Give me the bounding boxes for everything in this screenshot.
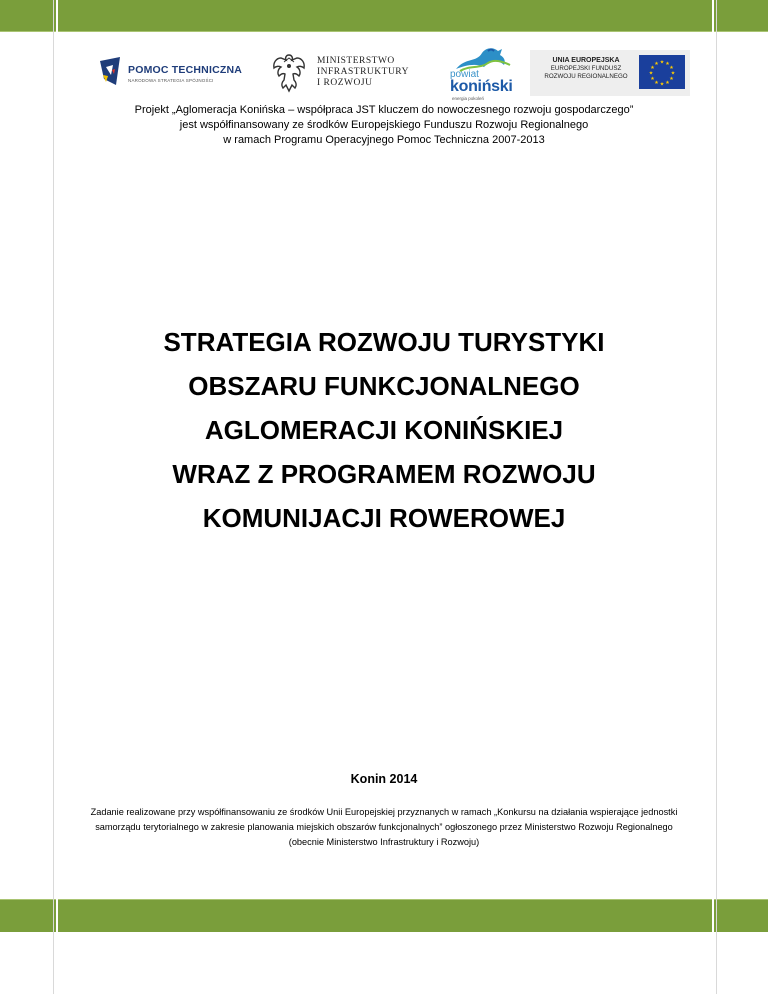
pomoc-techniczna-subtitle: NARODOWA STRATEGIA SPÓJNOŚCI [128, 78, 214, 83]
document-title [0, 320, 768, 540]
koninski-word: koniński [450, 78, 513, 95]
project-line-3: w ramach Programu Operacyjnego Pomoc Techniczna 2007-2013 [223, 134, 545, 146]
svg-text:★: ★ [648, 70, 654, 77]
ue-line3: ROZWOJU REGIONALNEGO [544, 73, 628, 80]
project-statement [0, 103, 768, 148]
svg-text:★: ★ [654, 61, 659, 67]
title-line-1: STRATEGIA ROZWOJU TURYSTYKI [163, 327, 605, 357]
svg-text:★: ★ [659, 81, 665, 88]
svg-text:★: ★ [650, 76, 655, 82]
ministerstwo-line2: INFRASTRUKTURY [317, 67, 409, 77]
pomoc-techniczna-logo [98, 55, 243, 93]
pomoc-techniczna-icon [98, 57, 122, 87]
unia-europejska-logo [530, 50, 690, 96]
ministerstwo-logo [270, 48, 430, 98]
title-line-3: AGLOMERACJI KONIŃSKIEJ [204, 415, 564, 445]
project-line-2: jest współfinansowany ze środków Europejskiego Funduszu Rozwoju Regionalnego [179, 119, 589, 131]
svg-text:★: ★ [654, 80, 659, 86]
svg-text:★: ★ [670, 70, 676, 77]
top-green-band [0, 0, 768, 32]
ue-line1: UNIA EUROPEJSKA [552, 57, 620, 64]
place-and-year: Konin 2014 [350, 772, 418, 786]
powiat-koninski-logo [440, 45, 530, 103]
eagle-emblem-icon [270, 52, 308, 94]
funding-note: Zadanie realizowane przy współfinansowaniu ze środków Unii Europejskiej przyznanych w ramach „Konkursu na działania wspierające jednostki samorządu terytorialnego w zakresie planowania miejskich obszarów funkcjonalnych” ogłoszonego przez Ministerstwo Rozwoju Regionalnego (obecnie Ministerstwo Infrastruktury i Rozwoju) [90, 807, 678, 847]
powiat-word: powiat [450, 69, 479, 80]
eu-flag-icon [639, 55, 685, 89]
ministerstwo-line3: I ROZWOJU [317, 78, 373, 88]
svg-text:★: ★ [669, 65, 674, 71]
powiat-tagline: energia pokoleń [452, 96, 485, 101]
title-line-5: KOMUNIJACJI ROWEROWEJ [202, 503, 566, 533]
ue-line2: EUROPEJSKI FUNDUSZ [550, 65, 622, 72]
bottom-green-band [0, 899, 768, 932]
logo-bar [0, 45, 768, 103]
project-line-1: Projekt „Aglomeracja Konińska – współpraca JST kluczem do nowoczesnego rozwoju gospodarczego” [134, 104, 634, 116]
ministerstwo-line1: MINISTERSTWO [317, 56, 395, 66]
svg-text:★: ★ [650, 65, 655, 71]
svg-text:★: ★ [665, 61, 670, 67]
svg-text:★: ★ [665, 80, 670, 86]
svg-text:★: ★ [669, 76, 674, 82]
svg-text:★: ★ [659, 59, 665, 66]
pomoc-techniczna-title: POMOC TECHNICZNA [128, 64, 243, 76]
title-line-4: WRAZ Z PROGRAMEM ROZWOJU [172, 459, 596, 489]
title-line-2: OBSZARU FUNKCJONALNEGO [188, 371, 580, 401]
